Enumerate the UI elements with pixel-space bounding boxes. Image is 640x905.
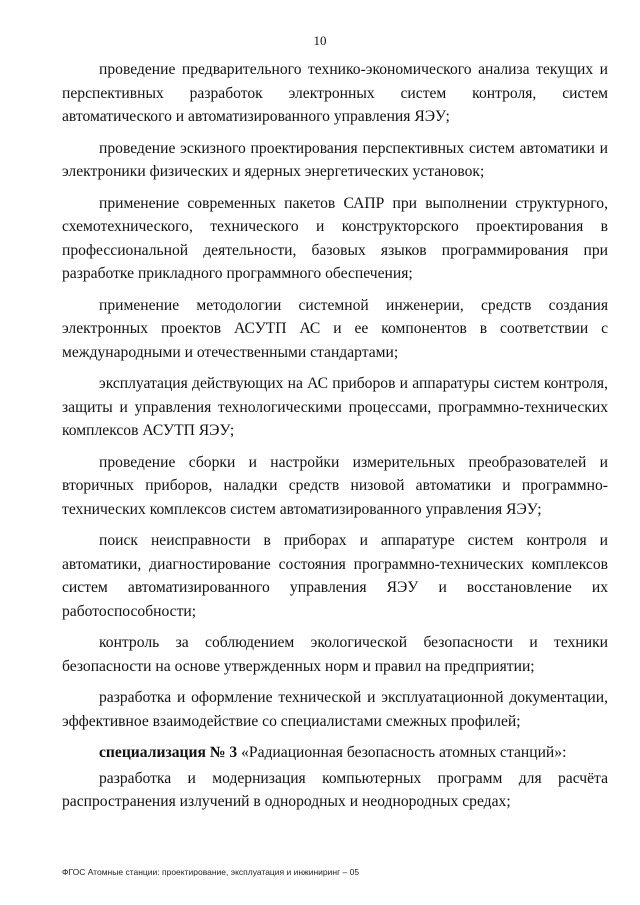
specialization-heading xyxy=(62,741,608,765)
page-number: 10 xyxy=(313,33,327,48)
list-item: эксплуатация действующих на АС приборов и аппаратуры систем контроля, защиты и управления технологическими процессами, программно-технических комплексов АСУТП ЯЭУ; xyxy=(62,375,608,439)
list-item: поиск неисправности в приборах и аппаратуре систем контроля и автоматики, диагностирование состояния программно-технических комплексов систем автоматизированного управления ЯЭУ и восстановление их работоспособности; xyxy=(62,532,608,620)
list-item: контроль за соблюдением экологической безопасности и техники безопасности на основе утвержденных норм и правил на предприятии; xyxy=(62,634,608,675)
list-item: проведение эскизного проектирования перспективных систем автоматики и электроники физических и ядерных энергетических установок; xyxy=(62,139,608,180)
specialization-number: специализация № 3 xyxy=(99,744,238,761)
list-item: применение методологии системной инженерии, средств создания электронных проектов АСУТП АС и ее компонентов в соответствии с международными и отечественными стандартами; xyxy=(62,296,608,361)
list-item: применение современных пакетов САПР при выполнении структурного, схемотехнического, технического и конструкторского проектирования в профессиональной деятельности, базовых языков программирования при разработке прикладного программного обеспечения; xyxy=(62,194,608,282)
specialization-title: «Радиационная безопасность атомных станций»: xyxy=(237,744,567,761)
page-footer: ФГОС Атомные станции: проектирование, эксплуатация и инжиниринг – 05 xyxy=(62,867,360,877)
document-body xyxy=(62,58,608,822)
list-item: разработка и модернизация компьютерных программ для расчёта распространения излучений в однородных и неоднородных средах; xyxy=(62,769,608,810)
list-item: проведение сборки и настройки измерительных преобразователей и вторичных приборов, наладки средств низовой автоматики и программно-технических комплексов систем автоматизированного управления ЯЭУ; xyxy=(62,453,608,518)
list-item: проведение предварительного технико-экономического анализа текущих и перспективных разработок электронных систем контроля, систем автоматического и автоматизированного управления ЯЭУ; xyxy=(62,61,608,125)
list-item: разработка и оформление технической и эксплуатационной документации, эффективное взаимодействие со специалистами смежных профилей; xyxy=(62,689,608,730)
